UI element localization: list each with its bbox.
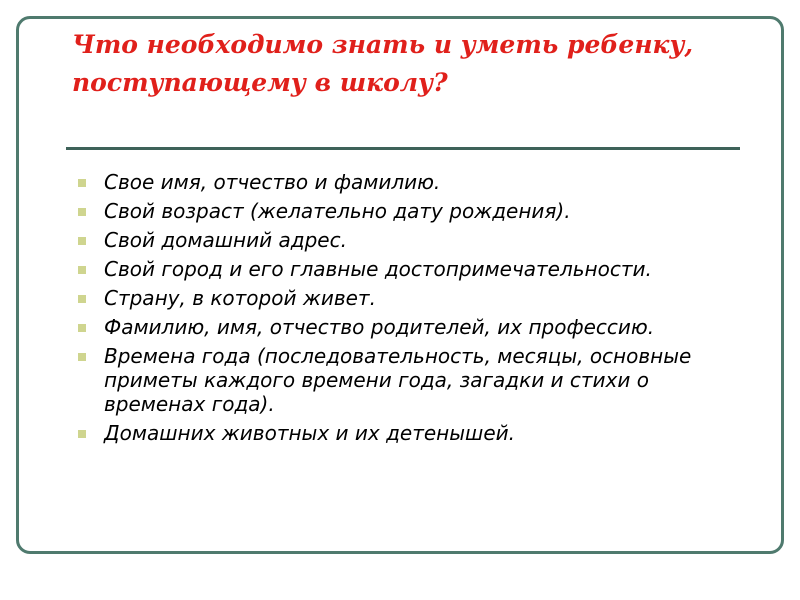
list-item-text: Свой возраст (желательно дату рождения). [104, 199, 571, 223]
list-item [76, 228, 736, 252]
square-bullet-icon [78, 295, 86, 303]
title-divider [66, 147, 740, 150]
slide-title [72, 26, 752, 102]
square-bullet-icon [78, 179, 86, 187]
list-item-text: Свое имя, отчество и фамилию. [104, 170, 441, 194]
square-bullet-icon [78, 324, 86, 332]
square-bullet-icon [78, 208, 86, 216]
square-bullet-icon [78, 430, 86, 438]
list-item-text: Свой город и его главные достопримечательности. [104, 257, 652, 281]
list-item-text: Домашних животных и их детенышей. [104, 421, 515, 445]
list-item [76, 315, 736, 339]
list-item [76, 286, 736, 310]
list-item-text: Времена года (последовательность, месяцы, основные приметы каждого времени года, загадки и стихи о временах года). [104, 344, 692, 416]
slide-title-line: поступающему в школу? [72, 68, 448, 97]
square-bullet-icon [78, 266, 86, 274]
list-item [76, 344, 736, 416]
bullet-list [76, 170, 736, 450]
list-item [76, 199, 736, 223]
list-item-text: Фамилию, имя, отчество родителей, их профессию. [104, 315, 655, 339]
list-item [76, 421, 736, 445]
list-item-text: Свой домашний адрес. [104, 228, 347, 252]
list-item-text: Страну, в которой живет. [104, 286, 376, 310]
square-bullet-icon [78, 353, 86, 361]
slide-title-line: Что необходимо знать и уметь ребенку, [72, 30, 694, 59]
square-bullet-icon [78, 237, 86, 245]
list-item [76, 257, 736, 281]
list-item [76, 170, 736, 194]
